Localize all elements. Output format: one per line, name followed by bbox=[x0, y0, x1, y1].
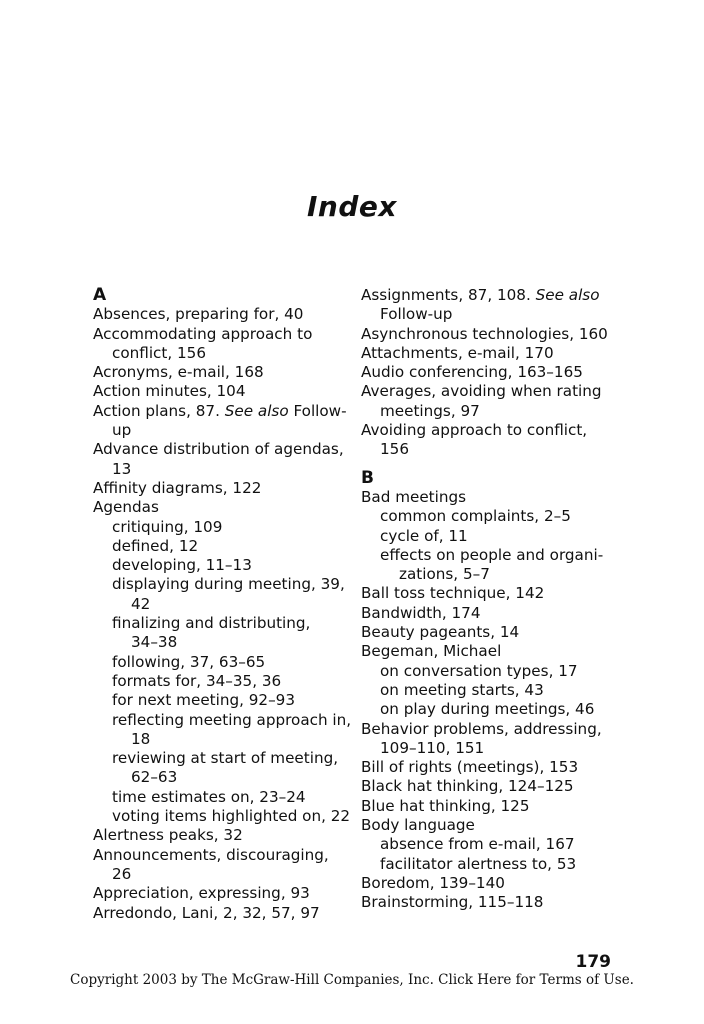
index-entry: Agendas bbox=[93, 498, 159, 517]
index-entry: Affinity diagrams, 122 bbox=[93, 478, 262, 497]
see-also: See also bbox=[224, 401, 289, 420]
index-entry: Asynchronous technologies, 160 bbox=[361, 324, 608, 343]
index-entry: Alertness peaks, 32 bbox=[93, 826, 243, 845]
copyright-footer[interactable]: Copyright 2003 by The McGraw-Hill Companies, Inc. Click Here for Terms of Use. bbox=[70, 972, 634, 988]
index-entry: Ball toss technique, 142 bbox=[361, 584, 545, 603]
index-subentry: effects on people and organi- zations, 5–7 bbox=[380, 545, 604, 584]
index-entry: Brainstorming, 115–118 bbox=[361, 893, 544, 912]
index-entry: Accommodating approach to conflict, 156 bbox=[93, 324, 313, 362]
index-entry: Beauty pageants, 14 bbox=[361, 623, 520, 642]
index-entry: Arredondo, Lani, 2, 32, 57, 97 bbox=[93, 903, 320, 922]
see-also: See also bbox=[535, 286, 600, 304]
index-entry: Appreciation, expressing, 93 bbox=[93, 884, 310, 903]
index-subentry: developing, 11–13 bbox=[112, 556, 252, 575]
index-entry: Action minutes, 104 bbox=[93, 382, 246, 401]
index-subentry: finalizing and distributing, 34–38 bbox=[112, 614, 311, 652]
index-entry: Begeman, Michael bbox=[361, 642, 502, 661]
page-number: 179 bbox=[575, 952, 611, 972]
index-subentry: reflecting meeting approach in, 18 bbox=[112, 710, 352, 748]
index-subentry: critiquing, 109 bbox=[112, 517, 223, 536]
index-entry: Audio conferencing, 163–165 bbox=[361, 363, 583, 382]
index-subentry: formats for, 34–35, 36 bbox=[112, 671, 282, 690]
index-subentry: following, 37, 63–65 bbox=[112, 652, 266, 671]
index-subentry: on play during meetings, 46 bbox=[380, 700, 595, 719]
index-subentry: on meeting starts, 43 bbox=[380, 680, 544, 699]
index-subentry: cycle of, 11 bbox=[380, 526, 468, 545]
index-entry: Attachments, e-mail, 170 bbox=[361, 343, 554, 362]
index-entry: Bad meetings bbox=[361, 487, 467, 506]
index-entry: Advance distribution of agendas, 13 bbox=[93, 440, 344, 478]
index-subentry: reviewing at start of meeting, 62–63 bbox=[112, 749, 339, 787]
index-subentry: common complaints, 2–5 bbox=[380, 507, 571, 526]
index-entry: Black hat thinking, 124–125 bbox=[361, 777, 574, 796]
index-subentry: voting items highlighted on, 22 bbox=[112, 807, 351, 826]
index-entry: Avoiding approach to conflict, 156 bbox=[361, 421, 588, 459]
index-subentry: displaying during meeting, 39, 42 bbox=[112, 575, 345, 613]
index-subentry: defined, 12 bbox=[112, 536, 199, 555]
index-subentry: facilitator alertness to, 53 bbox=[380, 854, 577, 873]
index-subentry: absence from e-mail, 167 bbox=[380, 835, 575, 854]
index-entry: Bandwidth, 174 bbox=[361, 603, 481, 622]
index-subentry: on conversation types, 17 bbox=[380, 661, 578, 680]
index-entry: Absences, preparing for, 40 bbox=[93, 305, 304, 324]
index-entry: Assignments, 87, 108. See also Follow-up bbox=[361, 286, 600, 324]
index-subentry: time estimates on, 23–24 bbox=[112, 787, 306, 806]
section-letter-a: A bbox=[93, 285, 107, 305]
index-column-left bbox=[93, 286, 353, 923]
index-entry: Acronyms, e-mail, 168 bbox=[93, 363, 264, 382]
index-entry: Averages, avoiding when rating meetings, 97 bbox=[361, 382, 602, 420]
index-entry: Bill of rights (meetings), 153 bbox=[361, 758, 579, 777]
index-entry: Blue hat thinking, 125 bbox=[361, 796, 530, 815]
section-letter-b: B bbox=[361, 467, 374, 488]
index-column-right bbox=[361, 286, 631, 913]
index-entry: Announcements, discouraging, 26 bbox=[93, 845, 329, 883]
index-subentry: for next meeting, 92–93 bbox=[112, 691, 296, 710]
index-entry: Boredom, 139–140 bbox=[361, 873, 505, 892]
index-entry: Behavior problems, addressing, 109–110, 151 bbox=[361, 719, 602, 757]
index-entry: Body language bbox=[361, 816, 475, 835]
index-entry: Action plans, 87. See also Follow- up bbox=[93, 401, 347, 440]
page-title: Index bbox=[307, 190, 397, 223]
